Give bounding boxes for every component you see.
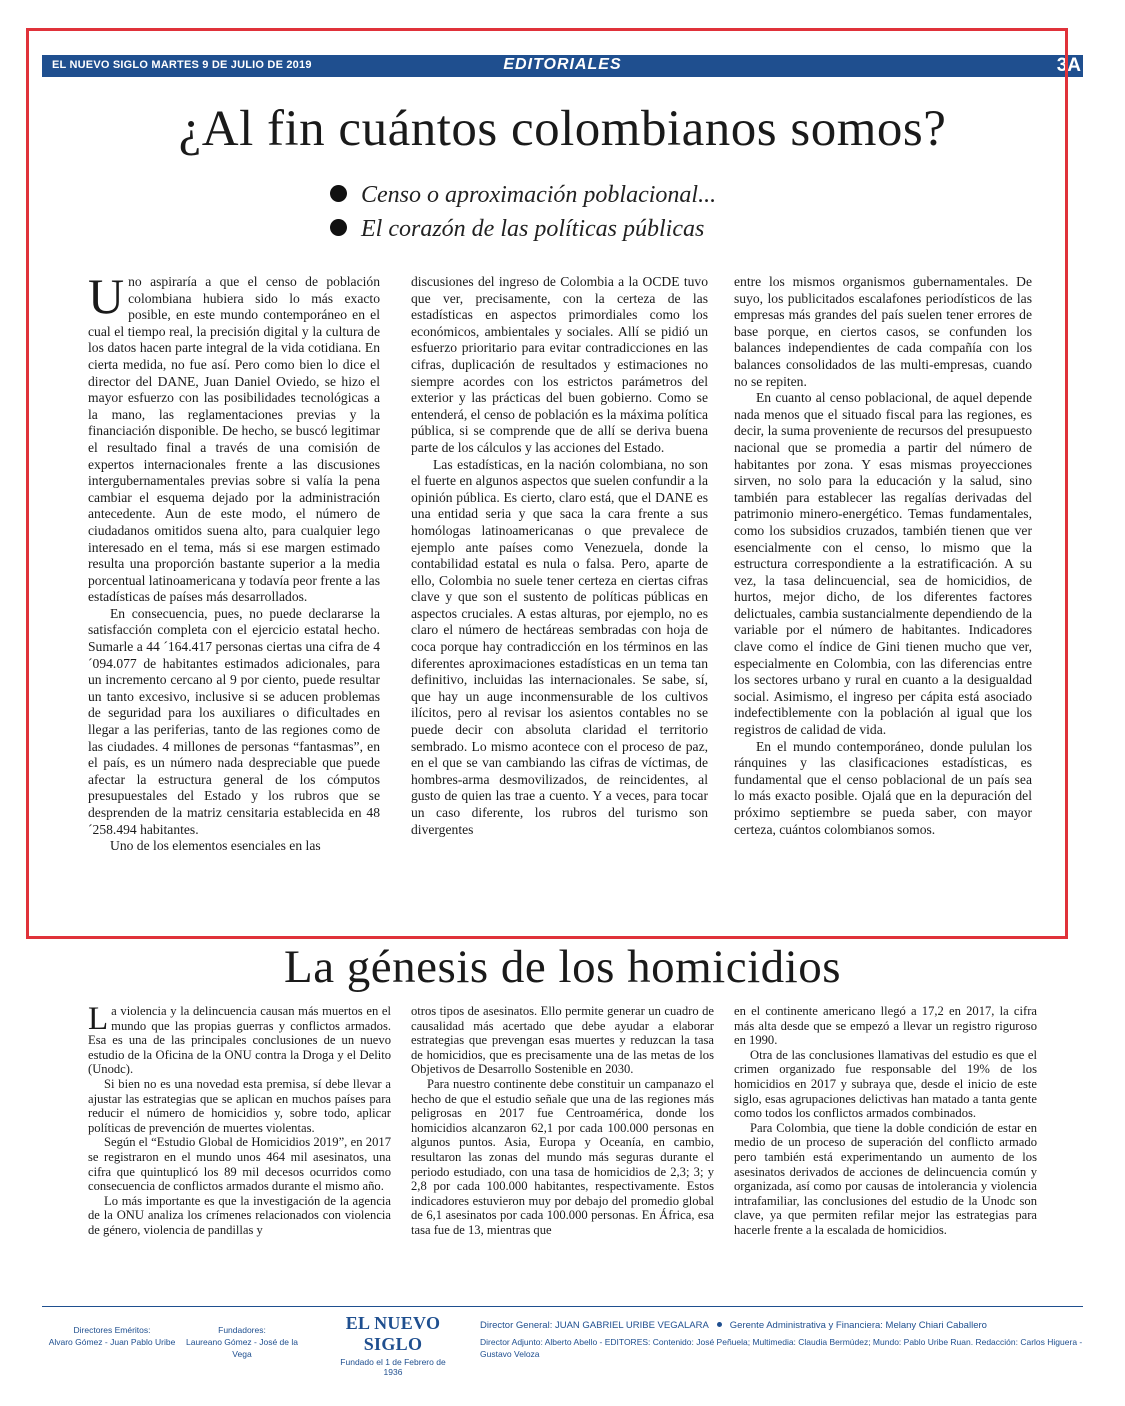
bullet-dot-icon bbox=[330, 185, 347, 202]
staff-line-2: Director Adjunto: Alberto Abello - EDITORES: Contenido: José Peñuela; Multimedia: Claudia Bermúdez; Mundo: Pablo Uribe Ruan. Redacción: Carlos Higuera - Gustavo Veloza bbox=[480, 1337, 1083, 1359]
paragraph: entre los mismos organismos gubernamentales. De suyo, los publicitados escalafones periodísticos de las empresas más grandes del país suelen tener errores de base porque, en ciertos casos, se confunden los balances independientes de cada compañía con los balances consolidados de las multi-empresas, cuando no se repiten. bbox=[734, 274, 1032, 389]
separator-dot-icon bbox=[717, 1322, 722, 1327]
footer-divider bbox=[42, 1306, 1083, 1307]
paragraph: Uno de los elementos esenciales en las bbox=[110, 838, 321, 854]
editorial-column-2 bbox=[411, 274, 708, 838]
paragraph: Uno aspiraría a que el censo de población colombiana hubiera sido lo más exacto posible, en este mundo contemporáneo en el cual el tiempo real, la precisión digital y la cultura de los datos hacen parte integral de la vida cotidiana. En cierta medida, no fue así. Pero como bien lo dice el director del DANE, Juan Daniel Oviedo, se hizo el mayor esfuerzo con las posibilidades tecnológicas a la mano, las reglamentaciones previas y la financiación disponible. De hecho, se buscó legitimar el resultado final a través de una comisión de expertos internacionales frente a las discusiones intergubernamentales previas sobre si valía la pena cambiar el esquema dejado por la administración antecedente. Aun de este modo, el número de ciudadanos omitidos suena alto, para cualquier lego interesado en el tema, más si ese margen estimado resulta una proporción bastante superior a la media porcentual latinoamericana y todavía peor frente a las estadísticas de países más desarrollados. bbox=[88, 268, 380, 605]
paragraph: En consecuencia, pues, no puede declararse la satisfacción completa con el ejercicio estatal hecho. Sumarle a 44 ´164.417 personas ciertas una cifra de 4 ´094.077 de habitantes estimados adicionales, para un incremento cercano al 9 por ciento, puede resultar un tanto excesivo, inclusive si se aducen problemas de seguridad para los auxiliares o dificultades en llegar a las periferias, tanto de las regiones como de las ciudades. 4 millones de personas “fantasmas”, en el país, es un número nada despreciable que puede afectar la estructura general de los cómputos presupuestales del Estado y los rubros que se desprenden de la matriz censitaria establecida en 48 ´258.494 habitantes. bbox=[88, 605, 380, 837]
paragraph: Lo más importante es que la investigación de la agencia de la ONU analiza los crímenes relacionados con violencia de género, violencia de pandillas y bbox=[88, 1193, 391, 1237]
directors-emeritus: Directores Eméritos: Alvaro Gómez - Juan Pablo Uribe bbox=[48, 1325, 176, 1347]
editorial-headline-2: La génesis de los homicidios bbox=[283, 941, 842, 993]
drop-cap: U bbox=[88, 268, 125, 324]
paragraph: Si bien no es una novedad esta premisa, sí debe llevar a ajustar las estrategias que se aplican en muchos países para reducir el número de homicidios y, sobre todo, aplicar políticas de prevención de muertes violentas. bbox=[88, 1076, 391, 1135]
section-title: EDITORIALES bbox=[503, 56, 622, 73]
paragraph: otros tipos de asesinatos. Ello permite generar un cuadro de causalidad más acertado que debe ayudar a elaborar estrategias que prevengan esas muertes y reduzcan la tasa de homicidios, que es precisamente una de las metas de los Objetivos de Desarrollo Sostenible en 2030. bbox=[411, 1004, 714, 1077]
newspaper-logo: EL NUEVO SIGLO Fundado el 1 de Febrero de 1936 bbox=[340, 1313, 446, 1377]
staff-line-1: Director General: JUAN GABRIEL URIBE VEGALARA Gerente Administrativa y Financiera: Melany Chiari Caballero bbox=[480, 1320, 987, 1331]
editorial2-column-3 bbox=[734, 1004, 1037, 1238]
founders: Fundadores: Laureano Gómez - José de la Vega bbox=[186, 1325, 298, 1359]
bullet-dot-icon bbox=[330, 219, 347, 236]
drop-cap: L bbox=[88, 1001, 109, 1037]
editorial-column-1 bbox=[88, 268, 380, 855]
newspaper-dateline: EL NUEVO SIGLO MARTES 9 DE JULIO DE 2019 bbox=[52, 59, 312, 71]
paragraph: Para Colombia, que tiene la doble condición de estar en medio de un proceso de superación del conflicto armado pero también está experimentando un aumento de los asesinatos derivados de acciones de delincuencia común y organizada, así como por causas de intolerancia y violencia intrafamiliar, las conclusiones del estudio de la Unodc son clave, ya que permiten refilar mejor las estrategias para hacerle frente a la escalada de homicidios. bbox=[734, 1120, 1037, 1237]
paragraph: La violencia y la delincuencia causan más muertos en el mundo que las propias guerras y conflictos armados. Esa es una de las principales conclusiones de un nuevo estudio de la Oficina de la ONU contra la Droga y el Delito (Unodc). bbox=[88, 1001, 391, 1077]
subheadline-bullets bbox=[330, 178, 850, 246]
paragraph: en el continente americano llegó a 17,2 en 2017, la cifra más alta desde que se empezó a llevar un registro riguroso en 1990. bbox=[734, 1004, 1037, 1048]
editorial-column-3 bbox=[734, 274, 1032, 838]
paragraph: Según el “Estudio Global de Homicidios 2019”, en 2017 se registraron en el mundo unos 464 mil asesinatos, una cifra que quintuplicó los 89 mil decesos ocurridos como consecuencia de conflictos armados durante el mismo año. bbox=[88, 1135, 391, 1194]
paragraph: En el mundo contemporáneo, donde pululan los ránquines y las clasificaciones estadísticas, es fundamental que el censo poblacional de un país sea lo más exacto posible. Ojalá que en la depuración del próximo septiembre se pueda saber, con mayor certeza, cuántos colombianos somos. bbox=[734, 738, 1032, 837]
paragraph: En cuanto al censo poblacional, de aquel depende nada menos que el situado fiscal para las regiones, es decir, la suma proveniente de recursos del presupuesto nacional que se promedia a partir del número de habitantes por zona. Y esas mismas proyecciones sirven, no solo para la educación y la salud, sino también para establecer las regalías derivadas del patrimonio minero-energético. Temas fundamentales, como los subsidios cruzados, también tienen que ver esencialmente con el censo, lo mismo que la estructura correspondiente a la estratificación. A su vez, la tasa delincuencial, sea de homicidios, de hurtos, mejor dicho, de los diferentes factores delictuales, cambia sustancialmente dependiendo de la variable por el número de habitantes. Indicadores clave como el índice de Gini tienen mucho que ver, especialmente en Colombia, con las diferencias entre los sectores urbano y rural en cuanto a la desigualdad social. Asimismo, el ingreso per cápita está asociado indefectiblemente con la población al igual que los registros de calidad de vida. bbox=[734, 390, 1032, 738]
paragraph: Las estadísticas, en la nación colombiana, no son el fuerte en algunos aspectos que suelen confundir a la opinión pública. Es cierto, claro está, que el DANE es una entidad seria y que saca la cara frente a sus homólogas latinoamericanas o que prevalece de ejemplo ante países como Venezuela, donde la contabilidad estatal es nula o falsa. Pero, aparte de ello, Colombia no suele tener certeza en ciertas cifras clave y que son el sustento de políticas públicas en aspectos cruciales. A estas alturas, por ejemplo, no es claro el número de hectáreas sembradas con hoja de coca porque hay contradicción en los términos en las diferentes aproximaciones estadísticas en un tema tan definitivo, incluidas las internacionales. Se sabe, sí, que hay un auge inconmensurable de los cultivos ilícitos, pero al revisar los asientos contables no se puede decir con absoluta claridad el territorio sembrado. Lo mismo acontece con el proceso de paz, en el que se van cambiando las cifras de víctimas, de hombres-arma desmovilizados, de reincidentes, al gusto de quien las trae a cuento. Y a veces, para tocar un caso diferente, los rubros del turismo son divergentes bbox=[411, 456, 708, 837]
page-number: 3A bbox=[1056, 55, 1081, 76]
paragraph: Otra de las conclusiones llamativas del estudio es que el crimen organizado fue responsable del 19% de los homicidios en 2017 y subraya que, desde el inicio de este siglo, esas agrupaciones delictivas han matado a tanta gente como todos los conflictos armados combinados. bbox=[734, 1047, 1037, 1121]
editorial2-column-1 bbox=[88, 1001, 391, 1238]
subheadline-bullet: Censo o aproximación poblacional... bbox=[330, 178, 850, 212]
editorial-headline: ¿Al fin cuántos colombianos somos? bbox=[178, 101, 947, 157]
paragraph: Para nuestro continente debe constituir un campanazo el hecho de que el estudio señale que una de las regiones más peligrosas en 2017 fue Centroamérica, donde los homicidios alcanzaron 62,1 por cada 100.000 personas en algunos puntos. Asia, Europa y Oceanía, en cambio, resultaron las zonas del mundo más seguras durante el periodo estudiado, con una tasa de homicidios de 2,3; 3; y 2,8 por cada 100.000 habitantes, respectivamente. Estos indicadores estuvieron muy por debajo del promedio global de 6,1 asesinatos por cada 100.000 personas. En África, esa tasa fue de 13, mientras que bbox=[411, 1076, 714, 1237]
editorial2-column-2 bbox=[411, 1004, 714, 1238]
subheadline-bullet: El corazón de las políticas públicas bbox=[330, 212, 850, 246]
paragraph: discusiones del ingreso de Colombia a la OCDE tuvo que ver, precisamente, con la certeza de las estadísticas en aspectos primordiales como los económicos, ambientales y sociales. Allí se pidió un esfuerzo prioritario para evitar contradicciones en las cifras, duplicación de resultados y estimaciones no siempre acordes con los estrictos parámetros del exterior y las prácticas del buen gobierno. Como se entenderá, el censo de población es la máxima política pública, si se comprende que de allí se deriva buena parte de los cálculos y las acciones del Estado. bbox=[411, 274, 708, 455]
section-header-bar bbox=[42, 55, 1083, 77]
